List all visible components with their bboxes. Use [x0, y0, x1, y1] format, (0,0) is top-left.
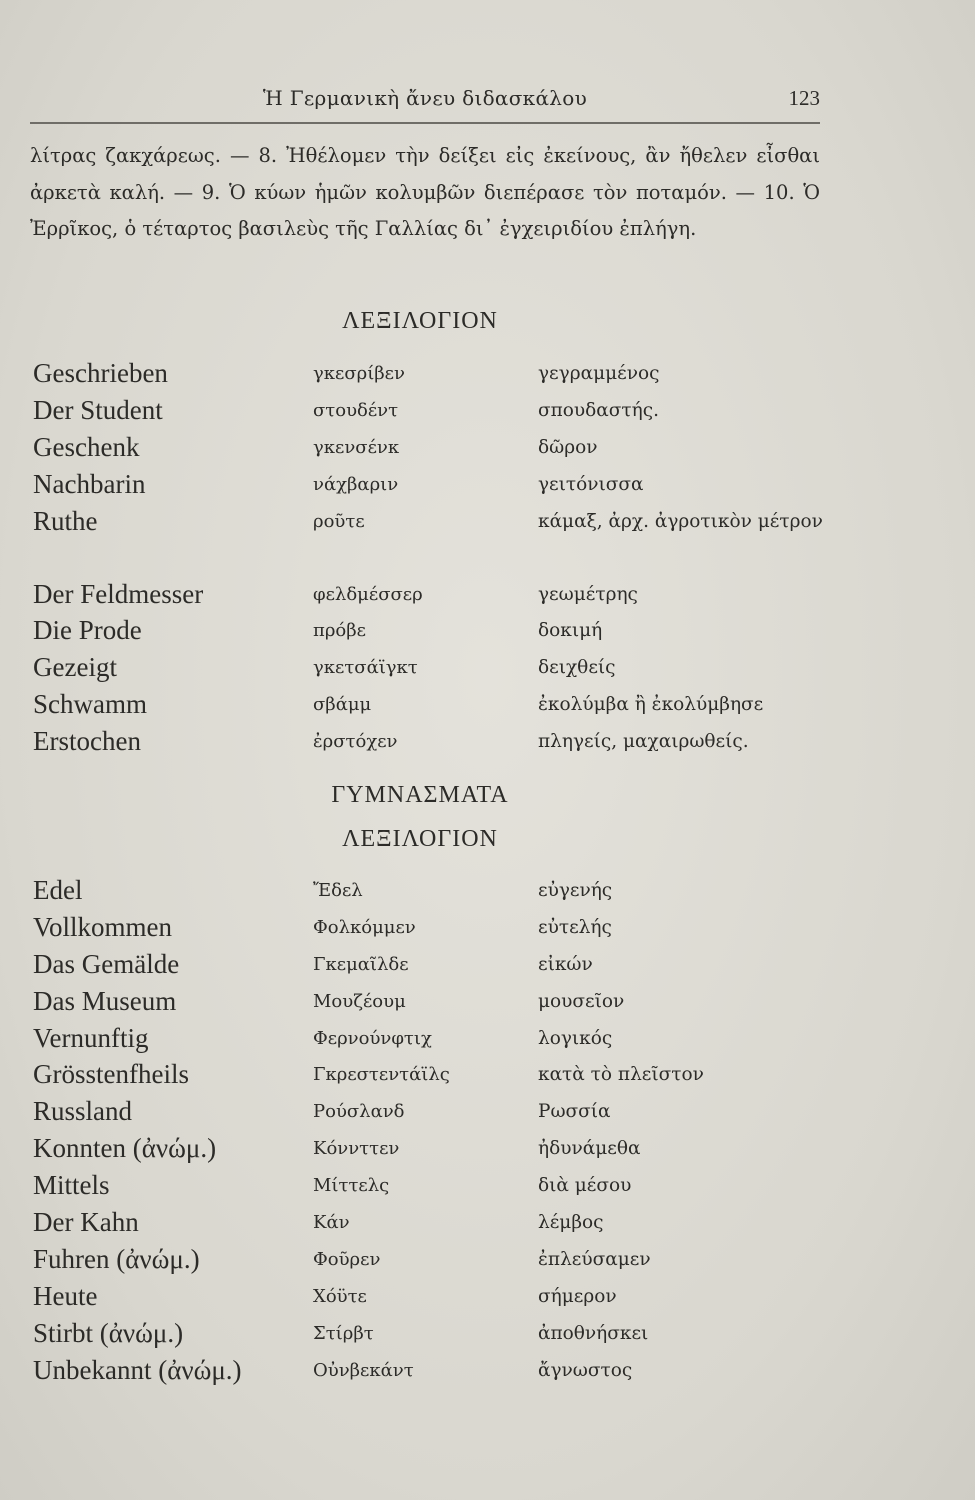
german-word: Erstochen [33, 726, 141, 757]
greek-meaning: δοκιμή [538, 620, 603, 642]
german-word: Die Prode [33, 615, 142, 646]
greek-meaning: ἐκολύμβα ἢ ἐκολύμβησε [538, 694, 764, 716]
german-word: Geschrieben [33, 358, 168, 388]
pronunciation: γκενσένκ [313, 436, 400, 458]
german-word: Unbekannt (ἀνώμ.) [33, 1354, 242, 1385]
vocab-row [33, 393, 833, 430]
vocab-row [33, 1316, 833, 1353]
german-word: Der Student [33, 394, 163, 425]
header-title: Ἡ Γερμανικὴ ἄνευ διδασκάλου [262, 86, 588, 110]
german-word: Russland [33, 1096, 133, 1127]
pronunciation: Γκρεστεντάϊλς [313, 1064, 450, 1086]
pronunciation: φελδμέσσερ [313, 583, 423, 605]
greek-meaning: λογικός [538, 1027, 613, 1049]
greek-meaning: ἠδυνάμεθα [538, 1138, 641, 1160]
pronunciation: Χόϋτε [313, 1285, 367, 1307]
pronunciation: Κάν [313, 1212, 350, 1234]
section-heading-vocabulary-2: ΛΕΞΙΛΟΓΙΟΝ [342, 826, 498, 852]
pronunciation: πρόβε [313, 620, 366, 642]
greek-meaning: κατὰ τὸ πλεῖστον [538, 1064, 704, 1086]
vocab-row [33, 1242, 833, 1279]
german-word: Heute [33, 1280, 98, 1311]
greek-meaning: ἄγνωστος [538, 1359, 633, 1381]
vocab-row [33, 467, 833, 504]
vocab-row [33, 873, 833, 910]
greek-meaning: γειτόνισσα [538, 473, 644, 495]
pronunciation: Φοῦρεν [313, 1248, 381, 1270]
vocab-row [33, 504, 833, 577]
header-rule [30, 122, 820, 124]
greek-meaning: σπουδαστής. [538, 399, 659, 421]
greek-meaning: εἰκών [538, 953, 593, 975]
running-header [30, 86, 820, 116]
greek-meaning: εὐτελής [538, 916, 612, 938]
pronunciation: σβάμμ [313, 694, 372, 716]
pronunciation: ἐρστόχεν [313, 731, 398, 753]
german-word: Das Gemälde [33, 948, 180, 979]
intro-paragraph [30, 138, 820, 248]
german-word: Vernunftig [33, 1022, 149, 1053]
german-word: Nachbarin [33, 468, 146, 499]
pronunciation: Ρούσλανδ [313, 1101, 405, 1123]
german-word: Fuhren (ἀνώμ.) [33, 1243, 200, 1274]
pronunciation: νάχβαριν [313, 473, 399, 495]
german-word: Der Feldmesser [33, 578, 204, 609]
pronunciation: ροῦτε [313, 510, 365, 532]
greek-meaning: πληγείς, μαχαιρωθείς. [538, 731, 749, 753]
vocabulary-list-2 [33, 873, 833, 1389]
vocab-row [33, 1168, 833, 1205]
page-number: 123 [788, 86, 820, 110]
vocab-row [33, 687, 833, 724]
greek-meaning: μουσεῖον [538, 990, 625, 1012]
vocab-row [33, 577, 833, 614]
greek-meaning: γεγραμμένος [538, 363, 660, 384]
vocab-row [33, 1021, 833, 1058]
section-heading-exercises: ΓΥΜΝΑΣΜΑΤΑ [331, 782, 509, 808]
vocab-row [33, 1094, 833, 1131]
intro-text: λίτρας ζακχάρεως. — 8. Ἠθέλομεν τὴν δείξει εἰς ἐκείνους, ἂν ἤθελεν εἶσθαι ἀρκετὰ καλή. — 9. Ὁ κύων ἡμῶν κολυμβῶν διεπέρασε τὸν ποταμόν. — 10. Ὁ Ἐρρῖκος, ὁ τέταρτος βασιλεὺς τῆς Γαλλίας δι᾽ ἐγχειριδίου ἐπλήγη. [30, 144, 820, 240]
vocab-row [33, 724, 833, 761]
pronunciation: Ἔδελ [313, 880, 363, 901]
pronunciation: Κόννττεν [313, 1138, 400, 1160]
pronunciation: Μίττελς [313, 1175, 390, 1197]
pronunciation: Γκεμαῖλδε [313, 953, 409, 975]
pronunciation: γκετσάϊγκτ [313, 657, 418, 679]
german-word: Das Museum [33, 985, 177, 1016]
greek-meaning: διὰ μέσου [538, 1175, 632, 1197]
german-word: Schwamm [33, 689, 147, 720]
pronunciation: Μουζέουμ [313, 990, 406, 1012]
german-word: Edel [33, 875, 83, 905]
vocab-row [33, 650, 833, 687]
greek-meaning: Ρωσσία [538, 1101, 611, 1123]
vocab-row [33, 1279, 833, 1316]
vocab-row [33, 613, 833, 650]
greek-meaning: λέμβος [538, 1212, 604, 1234]
section-heading-vocabulary-1: ΛΕΞΙΛΟΓΙΟΝ [342, 308, 498, 334]
vocab-row [33, 356, 833, 393]
greek-meaning: γεωμέτρης [538, 583, 638, 605]
pronunciation: Οὐνβεκάντ [313, 1359, 414, 1381]
german-word: Der Kahn [33, 1207, 139, 1238]
german-word: Konnten (ἀνώμ.) [33, 1133, 217, 1164]
vocab-row [33, 430, 833, 467]
vocab-row [33, 1205, 833, 1242]
vocabulary-list-1 [33, 356, 833, 761]
vocab-row [33, 1057, 833, 1094]
vocab-row [33, 1131, 833, 1168]
greek-meaning: δειχθείς [538, 657, 616, 679]
german-word: Mittels [33, 1170, 110, 1201]
vocab-row [33, 984, 833, 1021]
vocab-row [33, 1353, 833, 1390]
german-word: Vollkommen [33, 911, 173, 942]
greek-meaning: σήμερον [538, 1285, 617, 1307]
vocab-row [33, 947, 833, 984]
german-word: Geschenk [33, 431, 140, 462]
pronunciation: γκεσρίβεν [313, 363, 405, 384]
german-word: Grösstenfheils [33, 1059, 189, 1090]
greek-meaning: δῶρον [538, 436, 598, 458]
pronunciation: Φολκόμμεν [313, 916, 416, 938]
pronunciation: Φερνούνφτιχ [313, 1027, 432, 1049]
pronunciation: Στίρβτ [313, 1322, 374, 1344]
vocab-row [33, 910, 833, 947]
german-word: Ruthe [33, 505, 98, 536]
greek-meaning: ἐπλεύσαμεν [538, 1248, 651, 1270]
greek-meaning: κάμαξ, ἀρχ. ἀγροτικὸν μέτρον [538, 510, 823, 532]
german-word: Stirbt (ἀνώμ.) [33, 1317, 184, 1348]
greek-meaning: εὐγενής [538, 880, 613, 901]
pronunciation: στουδέντ [313, 399, 399, 421]
german-word: Gezeigt [33, 652, 117, 683]
greek-meaning: ἀποθνήσκει [538, 1322, 649, 1344]
